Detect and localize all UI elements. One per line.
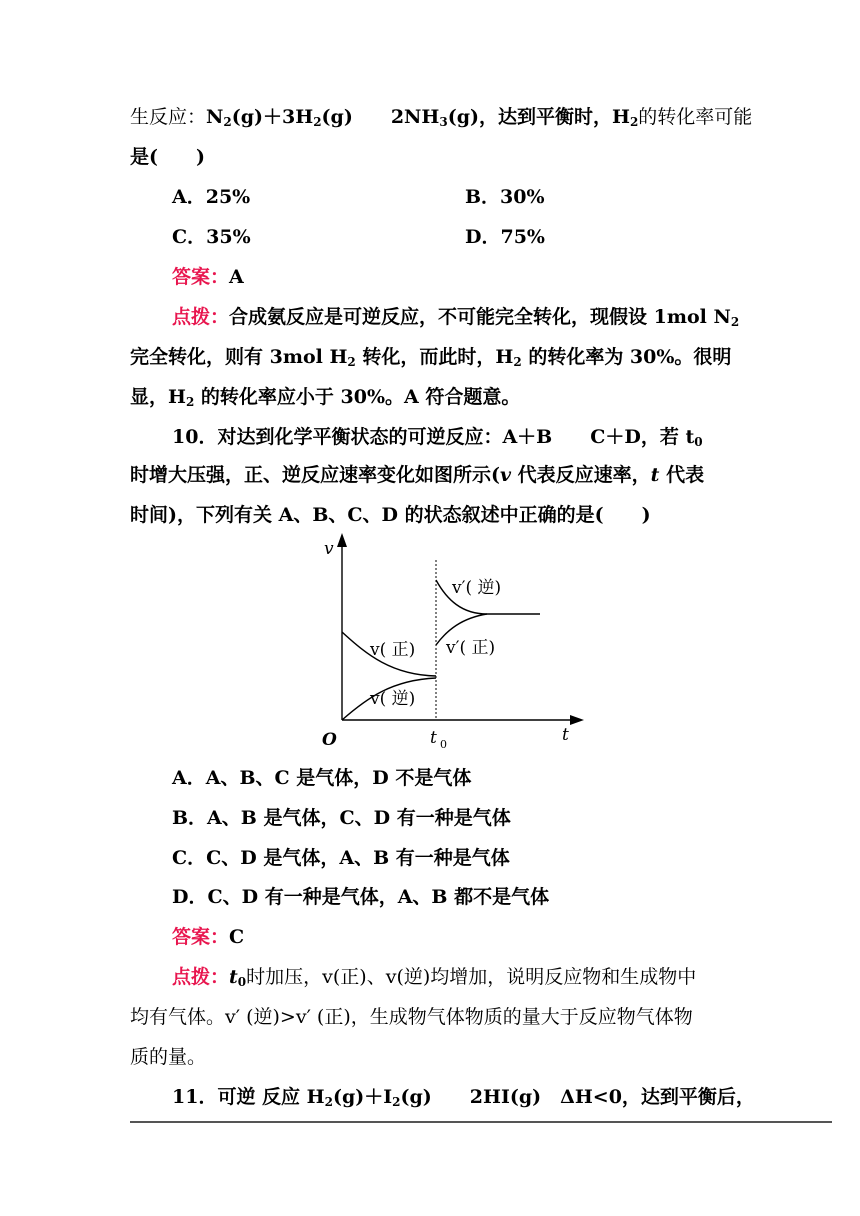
label-v-forward: v( 正) (370, 640, 416, 660)
t0-label: t (430, 728, 437, 748)
y-axis-arrow (337, 533, 347, 547)
q9-tip-line3: 显，$H_2$ 的转化率应小于 30%。A 符合题意。 (130, 386, 521, 409)
label-v-forward-prime: v′( 正) (446, 638, 496, 658)
q9-tip-line1: 点拨：合成氨反应是可逆反应，不可能完全转化，现假设 1mol $N_2$ (172, 306, 740, 329)
rate-time-graph (312, 530, 602, 755)
label-v-reverse-prime: v′( 逆) (452, 578, 502, 598)
q9-option-d: D．75% (465, 226, 545, 248)
q9-tip-line2: 完全转化，则有 3mol $H_2$ 转化，而此时，$H_2$ 的转化率为 30%。很明 (130, 346, 732, 369)
footer-divider (130, 1121, 832, 1123)
y-axis-label: v (324, 539, 334, 559)
q10-line3: 时间)，下列有关 A、B、C、D 的状态叙述中正确的是( ) (130, 504, 651, 526)
t0-subscript: 0 (440, 738, 447, 751)
q9-option-a: A．25% (172, 186, 251, 208)
q10-answer: 答案：C (172, 926, 245, 948)
q10-option-b: B．A、B 是气体，C、D 有一种是气体 (172, 807, 511, 829)
q9-line1: 生反应：$N_2(g)+3H_2(g)$ $2NH_3(g)$，达到平衡时，$H_2$的转化率可能 (130, 106, 753, 129)
q9-option-c: C．35% (172, 226, 251, 248)
q9-line2: 是( ) (130, 146, 205, 168)
q10-tip-line1: 点拨：$t_0$时加压，v(正)、v(逆)均增加，说明反应物和生成物中 (172, 966, 697, 989)
q10-option-a: A．A、B、C 是气体，D 不是气体 (172, 767, 472, 789)
q9-option-b: B．30% (465, 186, 545, 208)
q10-option-c: C．C、D 是气体，A、B 有一种是气体 (172, 847, 510, 869)
q11-line1: 11．可逆 反应 $H_2(g)+I_2(g)$ 2HI(g) ΔH<0，达到平衡后， (172, 1086, 755, 1109)
q10-tip-line2: 均有气体。v′ (逆)>v′ (正)，生成物气体物质的量大于反应物气体物 (130, 1006, 693, 1028)
x-axis-label: t (562, 725, 569, 745)
q9-answer: 答案：A (172, 266, 244, 288)
q10-tip-line3: 质的量。 (130, 1046, 207, 1068)
label-v-reverse: v( 逆) (370, 689, 416, 709)
x-axis-arrow (570, 715, 584, 725)
q10-option-d: D．C、D 有一种是气体，A、B 都不是气体 (172, 886, 550, 908)
q10-line2: 时增大压强，正、逆反应速率变化如图所示(v 代表反应速率，t 代表 (130, 464, 705, 486)
origin-label: O (322, 730, 337, 750)
q10-line1: 10．对达到化学平衡状态的可逆反应：A＋B C＋D，若 $t_0$ (172, 426, 703, 449)
